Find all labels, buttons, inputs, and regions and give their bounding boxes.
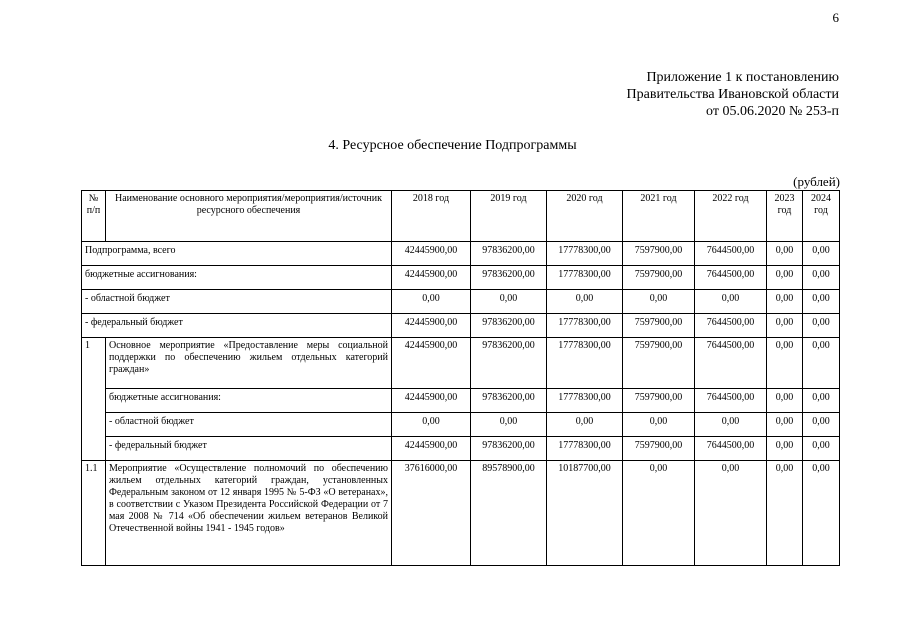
cell-2023: 0,00 [767,413,803,437]
cell-2019: 97836200,00 [471,266,547,290]
table-row [82,461,840,566]
row-name: Мероприятие «Осуществление полномочий по обеспечению жильем отдельных категорий граждан, установленных Федеральным законом от 12 января 1995 № 5-ФЗ «О ветеранах», в соответствии с Указом Президента Российской Федерации от 7 мая 2008 № 714 «Об обеспечении жильем ветеранов Великой Отечественной войны 1941 - 1945 годов» [106,461,392,566]
cell-2023: 0,00 [767,242,803,266]
cell-2020: 0,00 [547,413,623,437]
cell-2018: 42445900,00 [392,266,471,290]
cell-2021: 7597900,00 [623,389,695,413]
cell-2020: 0,00 [547,290,623,314]
header-2023: 2023 год [767,191,803,242]
cell-2022: 7644500,00 [695,242,767,266]
appendix-line-1: Приложение 1 к постановлению [646,70,839,85]
header-2024: 2024 год [803,191,840,242]
header-2018: 2018 год [392,191,471,242]
table-row [82,437,840,461]
cell-2019: 89578900,00 [471,461,547,566]
resource-table [81,190,840,566]
appendix-line-2: Правительства Ивановской области [626,87,839,102]
cell-2022: 0,00 [695,290,767,314]
page-number: 6 [832,10,839,25]
row-num: 1.1 [82,461,106,566]
cell-2023: 0,00 [767,389,803,413]
table-row [82,266,840,290]
cell-2024: 0,00 [803,242,840,266]
cell-2018: 0,00 [392,413,471,437]
cell-2021: 7597900,00 [623,242,695,266]
cell-2023: 0,00 [767,290,803,314]
cell-2020: 10187700,00 [547,461,623,566]
cell-2018: 42445900,00 [392,437,471,461]
table-row [82,413,840,437]
cell-2018: 42445900,00 [392,338,471,389]
header-name: Наименование основного мероприятия/мероприятия/источник ресурсного обеспечения [106,191,392,242]
cell-2021: 7597900,00 [623,338,695,389]
cell-2020: 17778300,00 [547,437,623,461]
appendix-heading [0,69,839,120]
table-row [82,242,840,266]
cell-2019: 97836200,00 [471,437,547,461]
row-name: - федеральный бюджет [106,437,392,461]
cell-2023: 0,00 [767,266,803,290]
cell-2019: 97836200,00 [471,242,547,266]
cell-2019: 0,00 [471,290,547,314]
cell-2023: 0,00 [767,461,803,566]
cell-2019: 0,00 [471,413,547,437]
cell-2022: 0,00 [695,413,767,437]
cell-2022: 7644500,00 [695,338,767,389]
table-row [82,389,840,413]
header-2021: 2021 год [623,191,695,242]
appendix-line-3: от 05.06.2020 № 253-п [706,104,839,119]
header-2020: 2020 год [547,191,623,242]
table-row [82,314,840,338]
table-row [82,290,840,314]
cell-2024: 0,00 [803,413,840,437]
cell-2018: 42445900,00 [392,389,471,413]
cell-2021: 7597900,00 [623,437,695,461]
cell-2022: 7644500,00 [695,314,767,338]
cell-2021: 7597900,00 [623,314,695,338]
cell-2022: 7644500,00 [695,389,767,413]
row-name: бюджетные ассигнования: [106,389,392,413]
cell-2018: 42445900,00 [392,242,471,266]
cell-2024: 0,00 [803,461,840,566]
cell-2019: 97836200,00 [471,389,547,413]
cell-2021: 0,00 [623,461,695,566]
table-header-row [82,191,840,242]
row-name: Подпрограмма, всего [82,242,392,266]
units-label: (рублей) [793,174,840,189]
cell-2024: 0,00 [803,338,840,389]
cell-2023: 0,00 [767,314,803,338]
table-row [82,338,840,389]
cell-2018: 42445900,00 [392,314,471,338]
cell-2018: 37616000,00 [392,461,471,566]
header-num: № п/п [82,191,106,242]
row-name: бюджетные ассигнования: [82,266,392,290]
cell-2020: 17778300,00 [547,266,623,290]
cell-2023: 0,00 [767,437,803,461]
section-title: 4. Ресурсное обеспечение Подпрограммы [328,138,577,153]
cell-2020: 17778300,00 [547,314,623,338]
cell-2020: 17778300,00 [547,389,623,413]
cell-2018: 0,00 [392,290,471,314]
cell-2020: 17778300,00 [547,338,623,389]
cell-2022: 7644500,00 [695,266,767,290]
cell-2020: 17778300,00 [547,242,623,266]
cell-2024: 0,00 [803,290,840,314]
cell-2021: 0,00 [623,413,695,437]
header-2022: 2022 год [695,191,767,242]
cell-2021: 0,00 [623,290,695,314]
cell-2024: 0,00 [803,437,840,461]
row-name: - областной бюджет [82,290,392,314]
row-name: - областной бюджет [106,413,392,437]
cell-2022: 7644500,00 [695,437,767,461]
row-num: 1 [82,338,106,461]
cell-2024: 0,00 [803,266,840,290]
cell-2019: 97836200,00 [471,314,547,338]
header-2019: 2019 год [471,191,547,242]
row-name: Основное мероприятие «Предоставление меры социальной поддержки по обеспечению жильем отдельных категорий граждан» [106,338,392,389]
cell-2024: 0,00 [803,389,840,413]
row-name: - федеральный бюджет [82,314,392,338]
cell-2023: 0,00 [767,338,803,389]
cell-2024: 0,00 [803,314,840,338]
cell-2019: 97836200,00 [471,338,547,389]
cell-2022: 0,00 [695,461,767,566]
cell-2021: 7597900,00 [623,266,695,290]
